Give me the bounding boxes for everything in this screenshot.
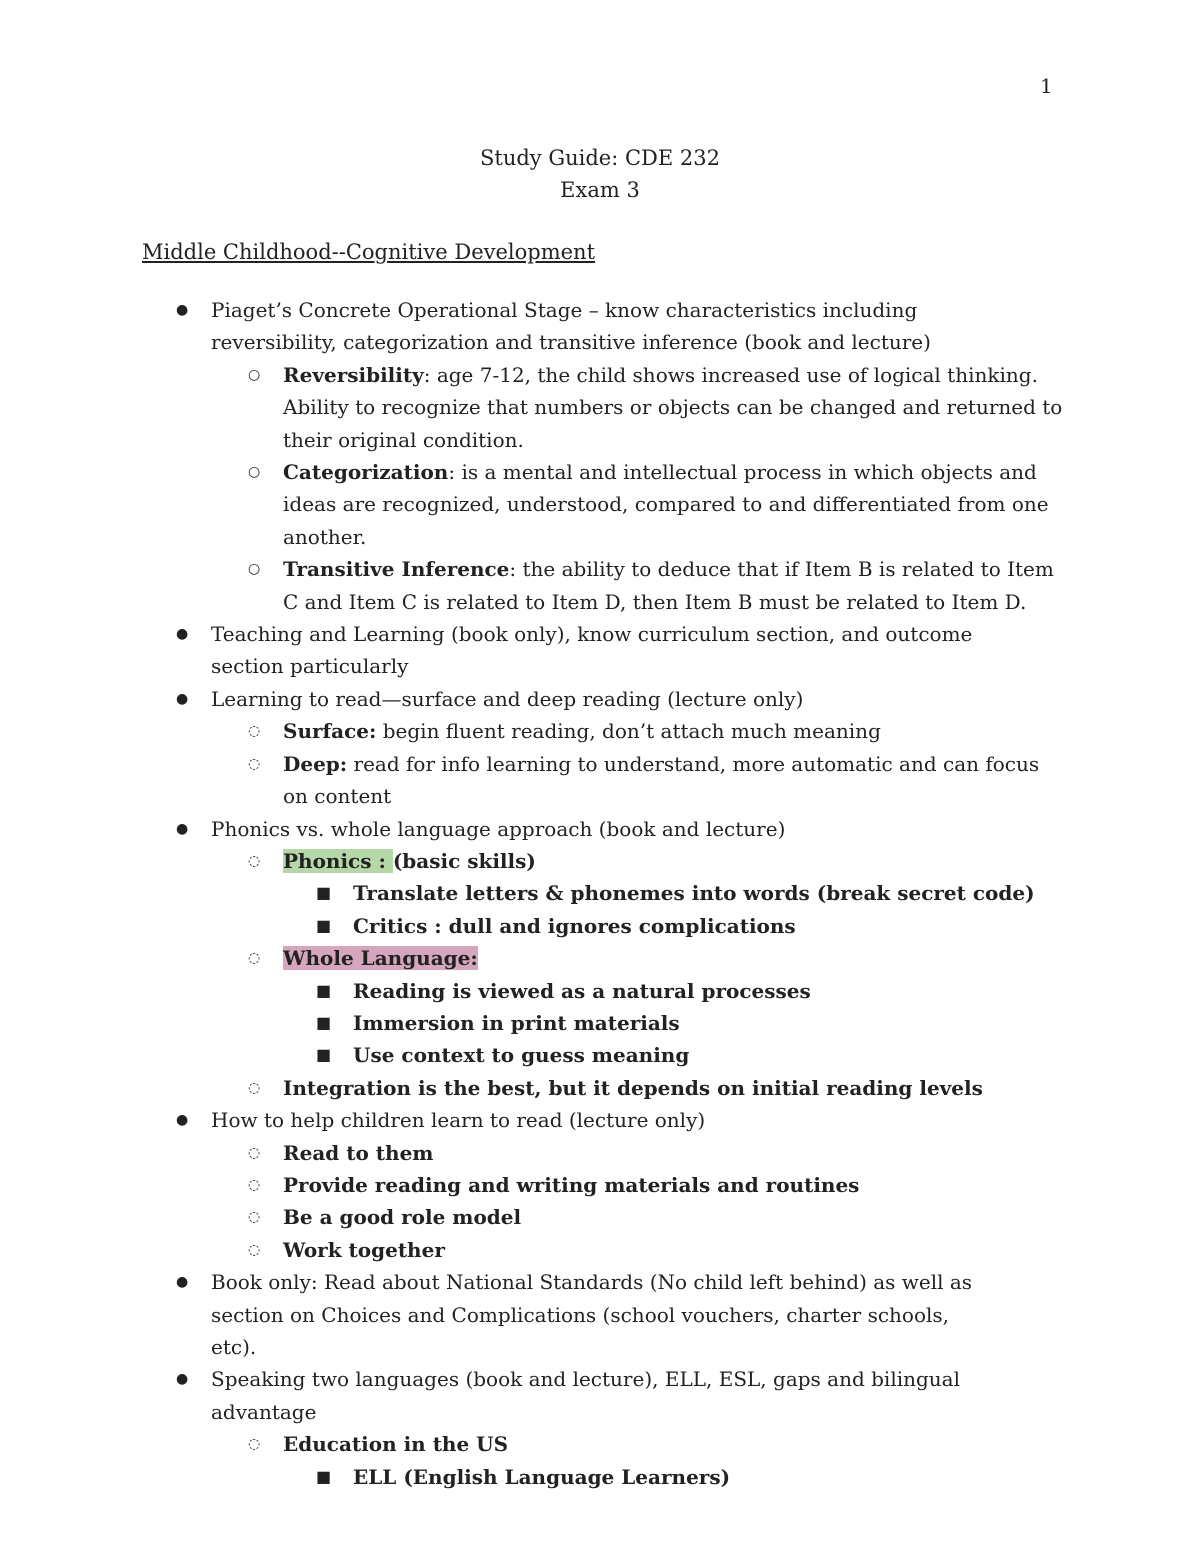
dotted-bullet-icon: ◌ [248,1176,261,1193]
list-item-help-4: ◌ Work together [0,1234,1200,1266]
list-item-whole-language-sub-2: ■ Immersion in print materials [0,1007,1200,1039]
dotted-bullet-icon: ◌ [248,1144,261,1161]
list-item-book-only: ● Book only: Read about National Standards (No child left behind) as well as section on Choices and Complications (school vouchers, charter schools, etc). [0,1266,1200,1363]
list-item-whole-language-sub-3: ■ Use context to guess meaning [0,1039,1200,1071]
page-number: 1 [1040,74,1053,98]
list-item-reversibility: ○ Reversibility: age 7-12, the child shows increased use of logical thinking. Ability to recognize that numbers or objects can be changed and returned to their original condition. [0,359,1200,456]
document-title [0,142,1200,206]
section-heading: Middle Childhood--Cognitive Development [142,240,596,264]
hollow-bullet-icon: ○ [248,561,261,578]
filled-bullet-icon: ● [176,1112,189,1129]
filled-bullet-icon: ● [176,1274,189,1291]
square-bullet-icon: ■ [316,915,332,935]
list-item-phonics: ◌ Phonics : (basic skills) [0,845,1200,877]
list-item-categorization: ○ Categorization: is a mental and intellectual process in which objects and ideas are recognized, understood, compared to and differentiated from one another. [0,456,1200,553]
list-item-surface: ◌ Surface: begin fluent reading, don’t attach much meaning [0,715,1200,747]
filled-bullet-icon: ● [176,820,189,837]
dotted-bullet-icon: ◌ [248,1436,261,1453]
filled-bullet-icon: ● [176,690,189,707]
list-item-phonics-sub-2: ■ Critics : dull and ignores complications [0,910,1200,942]
dotted-bullet-icon: ◌ [248,1209,261,1226]
square-bullet-icon: ■ [316,980,332,1000]
list-item-ell: ■ ELL (English Language Learners) [0,1461,1200,1493]
list-item-integration: ◌ Integration is the best, but it depends on initial reading levels [0,1072,1200,1104]
filled-bullet-icon: ● [176,302,189,318]
list-item-speaking: ● Speaking two languages (book and lecture), ELL, ESL, gaps and bilingual advantage [0,1363,1200,1428]
list-item-phonics-sub-1: ■ Translate letters & phonemes into words (break secret code) [0,877,1200,909]
list-item-education-us: ◌ Education in the US [0,1428,1200,1460]
dotted-bullet-icon: ◌ [248,852,261,869]
term-transitive-inference: Transitive Inference [283,557,510,582]
list-item-deep: ◌ Deep: read for info learning to understand, more automatic and can focus on content [0,748,1200,813]
list-item-piaget: ● Piaget’s Concrete Operational Stage – know characteristics including reversibility, categorization and transitive inference (book and lecture) [0,294,1200,359]
term-surface: Surface: [283,719,377,744]
study-guide-outline [0,294,1200,1493]
term-categorization: Categorization [283,460,449,485]
list-item-how-to-help: ● How to help children learn to read (lecture only) [0,1104,1200,1136]
square-bullet-icon: ■ [316,883,332,903]
highlight-whole-language: Whole Language: [283,946,478,971]
filled-bullet-icon: ● [176,626,189,643]
hollow-bullet-icon: ○ [248,366,261,383]
highlight-phonics: Phonics : [283,848,393,873]
square-bullet-icon: ■ [316,1466,332,1486]
title-line-2: Exam 3 [560,178,640,202]
list-item-help-1: ◌ Read to them [0,1137,1200,1169]
list-item-teaching: ● Teaching and Learning (book only), know curriculum section, and outcome section particularly [0,618,1200,683]
square-bullet-icon: ■ [316,1012,332,1032]
dotted-bullet-icon: ◌ [248,755,261,772]
list-item-whole-language [0,942,1200,974]
list-item-help-2: ◌ Provide reading and writing materials and routines [0,1169,1200,1201]
dotted-bullet-icon: ◌ [248,950,261,967]
title-line-1: Study Guide: CDE 232 [480,146,720,170]
list-item-transitive-inference: ○ Transitive Inference: the ability to deduce that if Item B is related to Item C and Item C is related to Item D, then Item B must be related to Item D. [0,553,1200,618]
dotted-bullet-icon: ◌ [248,1079,261,1096]
term-reversibility: Reversibility [283,362,424,387]
list-item-whole-language-sub-1: ■ Reading is viewed as a natural processes [0,975,1200,1007]
dotted-bullet-icon: ◌ [248,723,261,740]
dotted-bullet-icon: ◌ [248,1241,261,1258]
list-item-help-3: ◌ Be a good role model [0,1201,1200,1233]
list-item-learning-to-read: ● Learning to read—surface and deep reading (lecture only) [0,683,1200,715]
hollow-bullet-icon: ○ [248,464,261,481]
square-bullet-icon: ■ [316,1045,332,1065]
filled-bullet-icon: ● [176,1371,189,1388]
term-deep: Deep: [283,751,348,776]
list-item-phonics-vs: ● Phonics vs. whole language approach (book and lecture) [0,813,1200,845]
